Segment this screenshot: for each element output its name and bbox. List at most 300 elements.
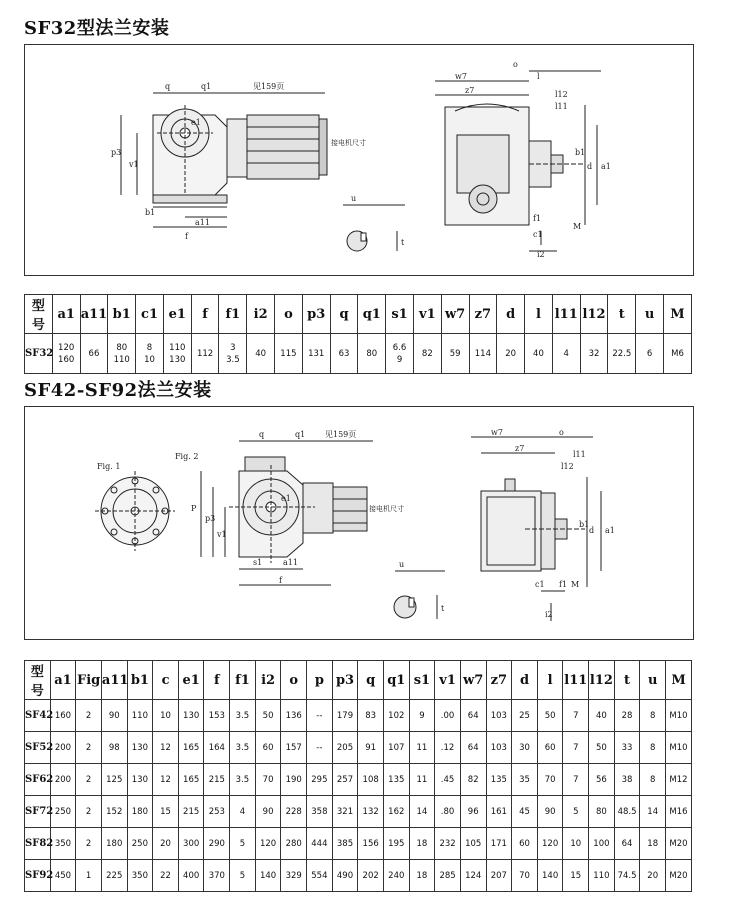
table-cell: 205 (332, 732, 358, 764)
column-header: i2 (255, 661, 281, 700)
dim-f: f (279, 576, 282, 585)
dim-a11: a11 (195, 218, 210, 227)
column-header: q1 (358, 295, 386, 334)
cell-value: 20 (505, 348, 517, 359)
table-cell: 108 (358, 764, 384, 796)
table-cell: 321 (332, 796, 358, 828)
table-cell: 257 (332, 764, 358, 796)
dim-e1: e1 (281, 494, 291, 503)
cell-value: 82 (421, 348, 433, 359)
table-cell: 295 (307, 764, 333, 796)
table-cell: 156 (358, 828, 384, 860)
column-header: q1 (383, 661, 409, 700)
table-cell: 102 (383, 700, 409, 732)
table-row (25, 828, 692, 860)
dim-d: d (589, 526, 595, 535)
table-cell: 38 (614, 764, 640, 796)
cell-value: 114 (474, 348, 491, 359)
table-cell: 9 (409, 700, 435, 732)
cell-value: 66 (88, 348, 100, 359)
table-cell: 285 (435, 860, 461, 892)
dim-l12: l12 (561, 462, 574, 471)
dim-e1: e1 (191, 118, 201, 127)
table-cell: 2 (76, 828, 102, 860)
table-cell: 200 (50, 764, 76, 796)
table-cell: 160 (50, 700, 76, 732)
table-cell (80, 334, 108, 374)
motor-note: 接电机尺寸 (331, 139, 366, 147)
cell-value: 3 (230, 342, 236, 353)
column-header: l11 (563, 661, 589, 700)
table-cell: 253 (204, 796, 230, 828)
cell-value: 32 (588, 348, 600, 359)
dim-o: o (513, 60, 518, 69)
table-cell: 370 (204, 860, 230, 892)
table-cell: 171 (486, 828, 512, 860)
cell-value: 120 (58, 342, 75, 353)
section-title-sf42-sf92: SF42-SF92法兰安装 (24, 380, 212, 401)
table-cell (136, 334, 164, 374)
cell-value: 9 (396, 354, 403, 365)
table-row (25, 732, 692, 764)
table-cell: 98 (101, 732, 127, 764)
column-header: v1 (435, 661, 461, 700)
table-cell: M10 (666, 700, 692, 732)
table-cell: 12 (153, 732, 179, 764)
column-header-model: 型 号 (25, 661, 51, 700)
table-cell (525, 334, 553, 374)
dim-a1: a1 (601, 162, 611, 171)
table-cell (52, 334, 80, 374)
cell-value: 6 (646, 348, 653, 359)
cell-value: 3.5 (226, 354, 240, 365)
column-header: q (330, 295, 358, 334)
dim-t: t (441, 604, 445, 613)
table-body (25, 700, 692, 892)
table-cell: 96 (460, 796, 486, 828)
cell-value: 22.5 (612, 348, 632, 359)
table-cell: 11 (409, 732, 435, 764)
table-cell: M12 (666, 764, 692, 796)
table-cell: 444 (307, 828, 333, 860)
column-header: e1 (178, 661, 204, 700)
table-cell: M20 (666, 860, 692, 892)
spec-table-sf32 (24, 294, 692, 374)
fig1-label: Fig. 1 (97, 462, 121, 471)
column-header: a11 (80, 295, 108, 334)
dim-v1: v1 (129, 160, 139, 169)
table-cell: 7 (563, 700, 589, 732)
table-cell: 83 (358, 700, 384, 732)
table-cell (497, 334, 525, 374)
column-header: l (537, 661, 563, 700)
column-header: f (204, 661, 230, 700)
technical-drawing-sf32 (25, 45, 693, 275)
cell-value: 115 (280, 348, 297, 359)
table-cell: 350 (50, 828, 76, 860)
table-cell: 60 (255, 732, 281, 764)
table-cell: 120 (255, 828, 281, 860)
drawing-sf32 (24, 44, 694, 276)
table-cell: 450 (50, 860, 76, 892)
table-cell: 64 (460, 700, 486, 732)
column-header: M (663, 295, 691, 334)
cell-value: 160 (58, 354, 75, 365)
table-cell: 165 (178, 764, 204, 796)
dim-d: d (587, 162, 593, 171)
column-header: l (525, 295, 553, 334)
column-header: f1 (230, 661, 256, 700)
column-header: d (497, 295, 525, 334)
table-cell (163, 334, 191, 374)
table-cell: 48.5 (614, 796, 640, 828)
column-header: a1 (50, 661, 76, 700)
table-cell: 190 (281, 764, 307, 796)
table-cell: 80 (589, 796, 615, 828)
table-cell (469, 334, 497, 374)
table-cell (219, 334, 247, 374)
table-cell: 215 (178, 796, 204, 828)
table-cell: 152 (101, 796, 127, 828)
table-cell: 400 (178, 860, 204, 892)
column-header: e1 (163, 295, 191, 334)
column-header: f1 (219, 295, 247, 334)
dim-f1: f1 (533, 214, 542, 223)
dim-u: u (351, 194, 357, 203)
table-cell: 350 (127, 860, 153, 892)
table-cell: 20 (153, 828, 179, 860)
dim-c1: c1 (533, 230, 543, 239)
table-cell: 70 (537, 764, 563, 796)
table-cell: 5 (230, 860, 256, 892)
dim-z7: z7 (465, 86, 475, 95)
table-cell: 30 (512, 732, 538, 764)
table-row (25, 860, 692, 892)
table-cell: 8 (640, 700, 666, 732)
dim-p3: p3 (111, 148, 122, 157)
table-cell: 358 (307, 796, 333, 828)
table-cell: 135 (486, 764, 512, 796)
table-cell: 3.5 (230, 732, 256, 764)
cell-value: 80 (116, 342, 128, 353)
table-cell: 3.5 (230, 700, 256, 732)
dim-c1: c1 (535, 580, 545, 589)
table-cell: 110 (589, 860, 615, 892)
dim-q1: q1 (295, 430, 306, 439)
table-cell: 28 (614, 700, 640, 732)
table-cell: 50 (537, 700, 563, 732)
column-header: i2 (247, 295, 275, 334)
table-cell: 74.5 (614, 860, 640, 892)
cell-value: 4 (563, 348, 569, 359)
table-cell: M16 (666, 796, 692, 828)
table-cell (663, 334, 691, 374)
column-header: o (275, 295, 303, 334)
table-cell: 232 (435, 828, 461, 860)
dim-w7: w7 (455, 72, 467, 81)
table-cell: 2 (76, 796, 102, 828)
column-header: l12 (589, 661, 615, 700)
table-cell: 103 (486, 700, 512, 732)
cell-value: 63 (338, 348, 350, 359)
cell-value: 59 (449, 348, 461, 359)
table-cell: 4 (230, 796, 256, 828)
table-cell: 35 (512, 764, 538, 796)
cell-value: 131 (308, 348, 325, 359)
table-cell: 225 (101, 860, 127, 892)
column-header: s1 (386, 295, 414, 334)
table-cell: 60 (537, 732, 563, 764)
motor-note: 接电机尺寸 (369, 505, 404, 513)
dim-b1: b1 (579, 520, 590, 529)
dim-z7: z7 (515, 444, 525, 453)
table-cell: .45 (435, 764, 461, 796)
table-cell: 40 (589, 700, 615, 732)
table-cell: 25 (512, 700, 538, 732)
model-cell: SF42 (25, 700, 51, 732)
table-cell: 130 (127, 732, 153, 764)
dim-l11: l11 (573, 450, 586, 459)
table-cell: 135 (383, 764, 409, 796)
dim-p3: p3 (205, 514, 216, 523)
table-cell (552, 334, 580, 374)
table-cell: 56 (589, 764, 615, 796)
table-cell: 2 (76, 764, 102, 796)
table-cell: 130 (178, 700, 204, 732)
column-header: t (614, 661, 640, 700)
column-header: Fig (76, 661, 102, 700)
cell-value: 110 (169, 342, 186, 353)
cell-value: 8 (146, 342, 153, 353)
table-cell: 18 (409, 860, 435, 892)
table-cell: 2 (76, 700, 102, 732)
table-cell: 82 (460, 764, 486, 796)
table-cell: 64 (614, 828, 640, 860)
dim-v1: v1 (217, 530, 227, 539)
table-cell: 50 (589, 732, 615, 764)
dim-i2: i2 (537, 250, 545, 259)
model-cell: SF72 (25, 796, 51, 828)
table-cell: 140 (537, 860, 563, 892)
table-cell: 228 (281, 796, 307, 828)
model-cell: SF92 (25, 860, 51, 892)
column-header: z7 (469, 295, 497, 334)
column-header: z7 (486, 661, 512, 700)
table-cell: -- (307, 700, 333, 732)
table-cell: 165 (178, 732, 204, 764)
table-cell: 153 (204, 700, 230, 732)
dim-l12: l12 (555, 90, 568, 99)
column-header: l12 (580, 295, 608, 334)
cell-value: 110 (113, 354, 130, 365)
cell-value: 80 (366, 348, 378, 359)
table-cell: 110 (127, 700, 153, 732)
table-cell: 140 (255, 860, 281, 892)
table-cell: 15 (153, 796, 179, 828)
table-cell: 164 (204, 732, 230, 764)
column-header: o (281, 661, 307, 700)
table-cell: 1 (76, 860, 102, 892)
column-header: d (512, 661, 538, 700)
column-header: p3 (302, 295, 330, 334)
table-cell (247, 334, 275, 374)
table-cell: .00 (435, 700, 461, 732)
dim-q: q (259, 430, 265, 439)
table-header-row (25, 295, 692, 334)
table-cell: 215 (204, 764, 230, 796)
column-header: u (640, 661, 666, 700)
table-cell: 240 (383, 860, 409, 892)
column-header: v1 (413, 295, 441, 334)
column-header: p (307, 661, 333, 700)
column-header: p3 (332, 661, 358, 700)
table-cell: 90 (255, 796, 281, 828)
table-cell: 385 (332, 828, 358, 860)
table-cell: 207 (486, 860, 512, 892)
table-cell: 3.5 (230, 764, 256, 796)
table-cell: 180 (127, 796, 153, 828)
table-cell: 200 (50, 732, 76, 764)
table-cell: 91 (358, 732, 384, 764)
cell-value: 6.6 (392, 342, 407, 353)
dim-f1: f1 (559, 580, 568, 589)
table-cell: 14 (409, 796, 435, 828)
column-header: c (153, 661, 179, 700)
table-cell (608, 334, 636, 374)
table-cell: 250 (127, 828, 153, 860)
column-header: t (608, 295, 636, 334)
table-cell: 162 (383, 796, 409, 828)
table-cell: 8 (640, 732, 666, 764)
table-cell: 195 (383, 828, 409, 860)
table-cell: 20 (640, 860, 666, 892)
model-cell: SF52 (25, 732, 51, 764)
technical-drawing-sf42-sf92 (25, 407, 693, 639)
dim-q1: q1 (201, 82, 212, 91)
cell-value: 112 (196, 348, 214, 359)
table-cell: 300 (178, 828, 204, 860)
dim-w7: w7 (491, 428, 503, 437)
dim-b1-side: b1 (575, 148, 586, 157)
column-header: c1 (136, 295, 164, 334)
table-cell: 554 (307, 860, 333, 892)
table-cell (386, 334, 414, 374)
cell-value: 130 (169, 354, 186, 365)
table-cell: .12 (435, 732, 461, 764)
column-header: w7 (460, 661, 486, 700)
dim-b1: b1 (145, 208, 156, 217)
table-cell: 70 (255, 764, 281, 796)
table-cell: 107 (383, 732, 409, 764)
dim-q: q (165, 82, 171, 91)
table-cell (358, 334, 386, 374)
table-cell: 490 (332, 860, 358, 892)
table-cell: 14 (640, 796, 666, 828)
table-cell: 18 (640, 828, 666, 860)
table-cell (580, 334, 608, 374)
table-cell: 33 (614, 732, 640, 764)
column-header: M (666, 661, 692, 700)
dim-i2: i2 (545, 610, 553, 619)
table-cell: 136 (281, 700, 307, 732)
dim-o: o (559, 428, 564, 437)
table-cell (441, 334, 469, 374)
table-cell: 70 (512, 860, 538, 892)
table-cell (275, 334, 303, 374)
table-cell: 50 (255, 700, 281, 732)
cell-value: M6 (671, 348, 684, 359)
column-header: w7 (441, 295, 469, 334)
table-row (25, 764, 692, 796)
column-header: a1 (52, 295, 80, 334)
table-cell: 202 (358, 860, 384, 892)
column-header: a11 (101, 661, 127, 700)
table-cell: 18 (409, 828, 435, 860)
cell-value: 40 (255, 348, 267, 359)
table-cell: 125 (101, 764, 127, 796)
model-cell: SF32 (25, 334, 53, 374)
table-cell: 7 (563, 764, 589, 796)
column-header: q (358, 661, 384, 700)
table-cell: 45 (512, 796, 538, 828)
table-cell: 5 (563, 796, 589, 828)
table-cell (636, 334, 664, 374)
table-cell: 12 (153, 764, 179, 796)
table-cell: 124 (460, 860, 486, 892)
column-header: b1 (108, 295, 136, 334)
table-cell: 105 (460, 828, 486, 860)
model-cell: SF62 (25, 764, 51, 796)
table-cell: 15 (563, 860, 589, 892)
table-cell: 64 (460, 732, 486, 764)
table-cell: 10 (563, 828, 589, 860)
table-cell: M10 (666, 732, 692, 764)
table-cell: .80 (435, 796, 461, 828)
table-cell: 250 (50, 796, 76, 828)
table-cell (302, 334, 330, 374)
table-cell: 180 (101, 828, 127, 860)
section-title-sf32: SF32型法兰安装 (24, 18, 170, 39)
table-cell: 10 (153, 700, 179, 732)
table-cell: 100 (589, 828, 615, 860)
table-cell: 2 (76, 732, 102, 764)
table-header-row (25, 661, 692, 700)
table-row (25, 796, 692, 828)
table-cell (108, 334, 136, 374)
table-cell: 329 (281, 860, 307, 892)
table-cell: 22 (153, 860, 179, 892)
dim-u: u (399, 560, 405, 569)
table-cell (191, 334, 219, 374)
table-cell: 290 (204, 828, 230, 860)
model-cell: SF82 (25, 828, 51, 860)
column-header: l11 (552, 295, 580, 334)
table-cell: 132 (358, 796, 384, 828)
table-cell: -- (307, 732, 333, 764)
dim-a11: a11 (283, 558, 298, 567)
table-cell: 11 (409, 764, 435, 796)
table-cell: 90 (537, 796, 563, 828)
table-row (25, 334, 692, 374)
table-cell (413, 334, 441, 374)
dim-f: f (185, 232, 188, 241)
dim-M: M (573, 222, 582, 231)
table-cell: 157 (281, 732, 307, 764)
spec-table-sf42-sf92 (24, 660, 692, 892)
table-cell: 130 (127, 764, 153, 796)
dim-M: M (571, 580, 580, 589)
table-cell: 280 (281, 828, 307, 860)
